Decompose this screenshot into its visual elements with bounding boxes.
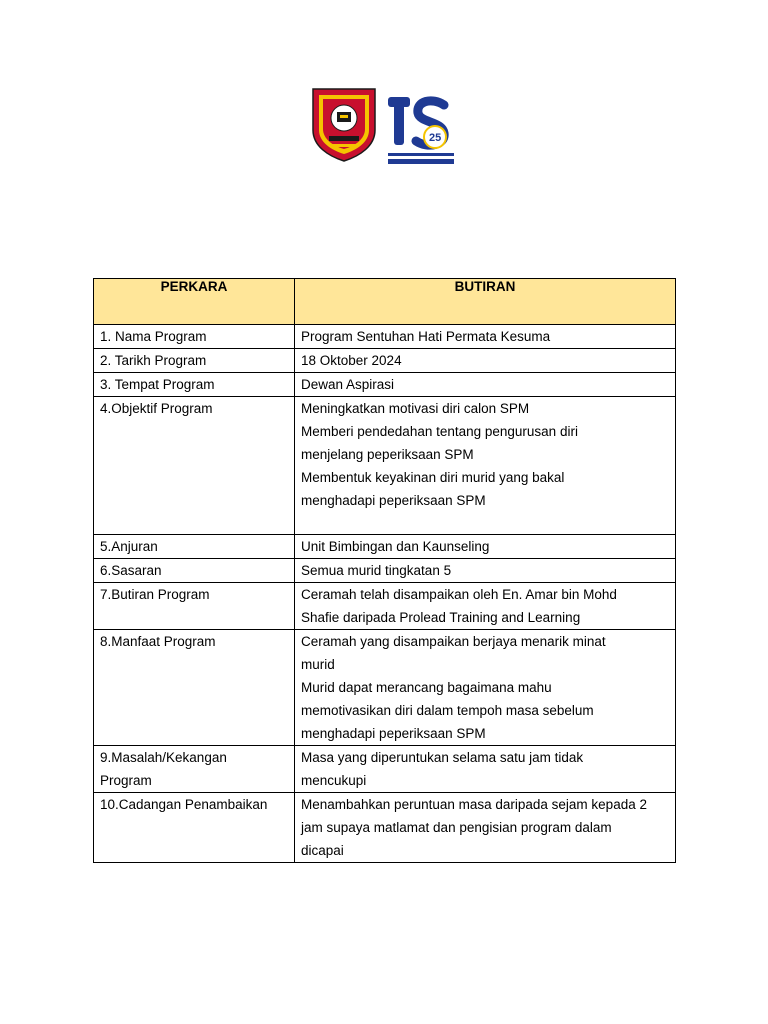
row-value: Ceramah telah disampaikan oleh En. Amar bin Mohd Shafie daripada Prolead Training and Learning <box>295 583 676 630</box>
table-row <box>94 535 676 559</box>
objective-item: Membentuk keyakinan diri murid yang bakal <box>301 470 565 485</box>
benefit-list <box>295 630 676 746</box>
objective-list <box>295 397 676 535</box>
objective-item: Meningkatkan motivasi diri calon SPM <box>301 401 530 416</box>
row-label: 6.Sasaran <box>94 559 295 583</box>
row-label: 10.Cadangan Penambaikan <box>94 793 295 863</box>
table-row <box>94 559 676 583</box>
table-row <box>94 325 676 349</box>
benefit-item-cont: memotivasikan diri dalam tempoh masa sebelum <box>301 703 594 718</box>
benefit-item-cont: murid <box>301 657 335 672</box>
svg-text:25: 25 <box>429 132 442 144</box>
table-row <box>94 793 676 863</box>
objective-item-cont: menghadapi peperiksaan SPM <box>301 493 486 508</box>
row-label: 1. Nama Program <box>94 325 295 349</box>
row-value: Unit Bimbingan dan Kaunseling <box>295 535 676 559</box>
row-value: Semua murid tingkatan 5 <box>295 559 676 583</box>
row-label: 7.Butiran Program <box>94 583 295 630</box>
row-label: 5.Anjuran <box>94 535 295 559</box>
table-row <box>94 349 676 373</box>
table-row <box>94 630 676 746</box>
benefit-item: Murid dapat merancang bagaimana mahu <box>301 680 552 695</box>
benefit-item-cont: menghadapi peperiksaan SPM <box>301 726 486 741</box>
row-label: 3. Tempat Program <box>94 373 295 397</box>
row-label: 8.Manfaat Program <box>94 630 295 746</box>
logos <box>310 86 460 170</box>
table-row <box>94 373 676 397</box>
row-value: Dewan Aspirasi <box>295 373 676 397</box>
table-row <box>94 746 676 793</box>
table-row <box>94 397 676 535</box>
benefit-item: Ceramah yang disampaikan berjaya menarik minat <box>301 634 606 649</box>
ts25-logo <box>384 91 460 167</box>
header-butiran: BUTIRAN <box>295 279 676 325</box>
row-label: 2. Tarikh Program <box>94 349 295 373</box>
table-row <box>94 583 676 630</box>
row-label: 4.Objektif Program <box>94 397 295 535</box>
school-crest-logo <box>310 86 378 162</box>
program-report-table <box>93 278 676 863</box>
row-value: 18 Oktober 2024 <box>295 349 676 373</box>
table-header-row <box>94 279 676 325</box>
row-value: Program Sentuhan Hati Permata Kesuma <box>295 325 676 349</box>
objective-item: Memberi pendedahan tentang pengurusan diri <box>301 424 578 439</box>
header-perkara: PERKARA <box>94 279 295 325</box>
row-value: Menambahkan peruntuan masa daripada sejam kepada 2 jam supaya matlamat dan pengisian program dalam dicapai <box>295 793 676 863</box>
row-value: Masa yang diperuntukan selama satu jam tidak mencukupi <box>295 746 676 793</box>
row-label: 9.Masalah/Kekangan Program <box>94 746 295 793</box>
objective-item-cont: menjelang peperiksaan SPM <box>301 447 474 462</box>
